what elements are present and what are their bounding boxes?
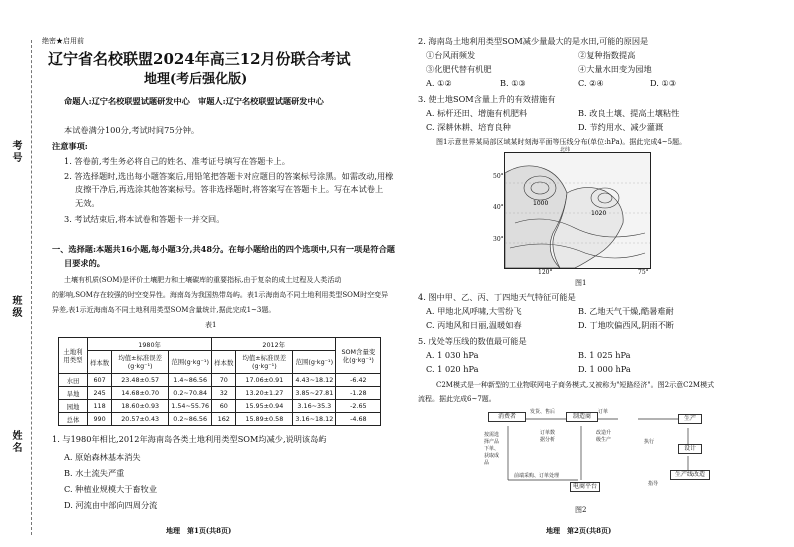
q3-option-c[interactable]: C. 深耕休耕、培育良种: [426, 122, 511, 132]
feedback-label: 前端采购、订单处理: [514, 473, 560, 479]
manufacturer-node: 制造商: [566, 412, 598, 422]
cell: 990: [88, 413, 112, 426]
lat-label: 40°: [493, 204, 504, 211]
note-line: 1. 答卷前,考生务必将自己的姓名、准考证号填写在答题卡上。: [64, 156, 290, 166]
intro-line: 土壤有机质(SOM)是评价土壤肥力和土壤碳库的重要指标,由于复杂的成土过程及人类活动: [64, 276, 342, 284]
secret-label: 绝密★启用前: [42, 37, 84, 45]
map-label-top: 北纬: [560, 147, 571, 153]
lat-label: 30°: [493, 236, 504, 243]
order-label: 订单: [598, 409, 609, 415]
table-subheader: 范围(g·kg⁻¹): [293, 351, 336, 374]
cell: 23.48±0.57: [112, 374, 169, 387]
figure1-caption: 图1: [575, 279, 587, 287]
q5-option-a[interactable]: A. 1 030 hPa: [426, 350, 479, 360]
cell: 32: [212, 387, 236, 400]
cell: 13.20±1.27: [236, 387, 293, 400]
order-analysis-note: 订单数据分析: [540, 430, 556, 443]
q3-option-d[interactable]: D. 节约用水、减少灌溉: [578, 122, 664, 132]
design-node: 设计: [678, 444, 702, 454]
cell: -2.65: [336, 400, 381, 413]
cell: 园地: [59, 400, 88, 413]
q2-item: ③化肥代替有机肥: [426, 64, 492, 74]
isobar-map-svg: [505, 153, 650, 268]
name-label: 姓名: [10, 430, 21, 454]
q4-option-c[interactable]: C. 丙地风和日丽,温暖如春: [426, 320, 522, 330]
isobar-label: 1020: [591, 210, 607, 217]
cell: 245: [88, 387, 112, 400]
cell: 水田: [59, 374, 88, 387]
c2m-flowchart: [478, 408, 713, 498]
cell: 162: [212, 413, 236, 426]
isobar-label: 1000: [533, 200, 549, 207]
intro-line: 异差,表1示近海南岛不同土地利用类型SOM含量统计,据此完成1~3题。: [52, 306, 276, 314]
cell: 14.68±0.70: [112, 387, 169, 400]
q3-option-b[interactable]: B. 改良土壤、提高土壤粘性: [578, 108, 680, 118]
platform-node: 电商平台: [570, 482, 600, 492]
q3-option-a[interactable]: A. 标杆还田、增施有机肥料: [426, 108, 528, 118]
question-1: 1. 与1980年相比,2012年海南岛各类土地利用类型SOM均减少,说明该岛屿: [52, 434, 327, 444]
control-node: 生产线改造: [670, 470, 710, 480]
c2m-intro: C2M模式是一种新型的工业物联网电子商务模式,又被称为"短路经济"。图2示意C2M模式: [436, 381, 715, 389]
question-3: 3. 使土地SOM含量上升的有效措施有: [418, 94, 556, 104]
table-header: 1980年: [88, 338, 212, 351]
table-row: [59, 413, 381, 426]
cell: 70: [212, 374, 236, 387]
cell: -1.28: [336, 387, 381, 400]
q2-option-d[interactable]: D. ①③: [650, 78, 677, 88]
cell: 3.16~35.3: [293, 400, 336, 413]
exam-title: 辽宁省名校联盟2024年高三12月份联合考试: [48, 50, 351, 68]
lon-label: 120°: [538, 269, 553, 276]
table-header: 土地利用类型: [59, 338, 88, 374]
table-subheader: 样本数: [212, 351, 236, 374]
intro-line: 的影响,SOM存在较强的时空变异性。海南岛为我国热带岛屿。表1示海南岛不同土地利用类型SOM时空变异: [52, 291, 389, 299]
q5-option-c[interactable]: C. 1 020 hPa: [426, 364, 479, 374]
q2-item: ①台风雨频发: [426, 50, 476, 60]
note-line: 皮擦干净后,再选涂其他答案标号。答非选择题时,将答案写在答题卡上。写在本试卷上: [75, 184, 384, 194]
table-header: SOM含量变化(g·kg⁻¹): [336, 338, 381, 374]
cell: 总体: [59, 413, 88, 426]
cell: 旱地: [59, 387, 88, 400]
binding-line: [31, 40, 32, 535]
lon-label: 75°: [638, 269, 649, 276]
cell: 60: [212, 400, 236, 413]
table-subheader: 范围(g·kg⁻¹): [169, 351, 212, 374]
q4-option-a[interactable]: A. 甲地北风呼啸,大雪纷飞: [426, 306, 522, 316]
table-header: 2012年: [212, 338, 336, 351]
table-caption: 表1: [205, 321, 217, 329]
cell: 15.89±0.58: [236, 413, 293, 426]
cell: 607: [88, 374, 112, 387]
q1-option-d[interactable]: D. 河流由中部向四周分流: [64, 500, 158, 510]
table-row: [59, 400, 381, 413]
table-subheader: 样本数: [88, 351, 112, 374]
q1-option-a[interactable]: A. 原始森林基本消失: [64, 452, 141, 462]
cell: 4.43~18.12: [293, 374, 336, 387]
guide-label: 指导: [648, 481, 659, 487]
exam-no-label: 考号: [10, 140, 21, 164]
production-node: 生产: [678, 414, 702, 424]
execute-label: 执行: [644, 439, 655, 445]
cell: 118: [88, 400, 112, 413]
q2-option-c[interactable]: C. ②④: [578, 78, 604, 88]
deliver-label: 发货、售后: [530, 409, 556, 415]
section-title: 一、选择题:本题共16小题,每小题3分,共48分。在每小题给出的四个选项中,只有一项是符合题: [52, 244, 395, 254]
question-5: 5. 戊处等压线的数值最可能是: [418, 336, 527, 346]
cell: 18.60±0.93: [112, 400, 169, 413]
cell: -6.42: [336, 374, 381, 387]
consumer-note: 按需选择产品下单、获取成品: [484, 432, 500, 466]
consumer-node: 消费者: [488, 412, 526, 422]
q1-option-b[interactable]: B. 水土流失严重: [64, 468, 125, 478]
cell: 3.16~18.12: [293, 413, 336, 426]
q4-option-d[interactable]: D. 丁地吹偏西风,阴雨不断: [578, 320, 674, 330]
isobar-map: [504, 152, 651, 269]
cell: 20.57±0.43: [112, 413, 169, 426]
som-table: [58, 337, 381, 426]
q5-option-b[interactable]: B. 1 025 hPa: [578, 350, 631, 360]
q4-option-b[interactable]: B. 乙地天气干燥,酷暑难耐: [578, 306, 674, 316]
cell: 3.85~27.81: [293, 387, 336, 400]
notes-title: 注意事项:: [52, 141, 88, 151]
figure1-intro: 图1示意世界某局部区域某时刻海平面等压线分布(单位:hPa)。据此完成4~5题。: [436, 138, 687, 146]
q2-option-a[interactable]: A. ①②: [426, 78, 452, 88]
c2m-intro: 流程。据此完成6~7题。: [418, 395, 496, 403]
q5-option-d[interactable]: D. 1 000 hPa: [578, 364, 631, 374]
figure2-caption: 图2: [575, 506, 587, 514]
question-2: 2. 海南岛土地利用类型SOM减少量最大的是水田,可能的原因是: [418, 36, 649, 46]
cell: 0.2~86.56: [169, 413, 212, 426]
question-4: 4. 图中甲、乙、丙、丁四地天气特征可能是: [418, 292, 576, 302]
lat-label: 50°: [493, 173, 504, 180]
upgrade-note: 改造升级生产: [596, 430, 612, 443]
table-subheader: 均值±标准误差(g·kg⁻¹): [112, 351, 169, 374]
q2-item: ④大量水田变为园地: [578, 64, 652, 74]
cell: -4.68: [336, 413, 381, 426]
score-note: 本试卷满分100分,考试时间75分钟。: [64, 125, 200, 135]
table-row: [59, 374, 381, 387]
page-footer-left: 地理 第1页(共8页): [166, 526, 232, 535]
q2-option-b[interactable]: B. ①③: [500, 78, 526, 88]
cell: 1.54~55.76: [169, 400, 212, 413]
q2-item: ②复种指数提高: [578, 50, 636, 60]
class-label: 班级: [10, 295, 21, 319]
exam-subtitle: 地理(考后强化版): [144, 72, 248, 87]
note-line: 2. 答选择题时,选出每小题答案后,用铅笔把答题卡对应题目的答案标号涂黑。如需改动,用橡: [64, 171, 394, 181]
q1-option-c[interactable]: C. 种植业规模大于畜牧业: [64, 484, 158, 494]
cell: 17.06±0.91: [236, 374, 293, 387]
note-line: 3. 考试结束后,将本试卷和答题卡一并交回。: [64, 214, 225, 224]
table-row: [59, 387, 381, 400]
section-title-cont: 目要求的。: [64, 258, 105, 268]
table-subheader: 均值±标准误差(g·kg⁻¹): [236, 351, 293, 374]
authors: 命题人:辽宁名校联盟试题研发中心 审题人:辽宁名校联盟试题研发中心: [64, 96, 324, 106]
cell: 1.4~86.56: [169, 374, 212, 387]
page-footer-right: 地理 第2页(共8页): [546, 526, 612, 535]
cell: 15.95±0.94: [236, 400, 293, 413]
note-line: 无效。: [75, 198, 100, 208]
cell: 0.2~70.84: [169, 387, 212, 400]
